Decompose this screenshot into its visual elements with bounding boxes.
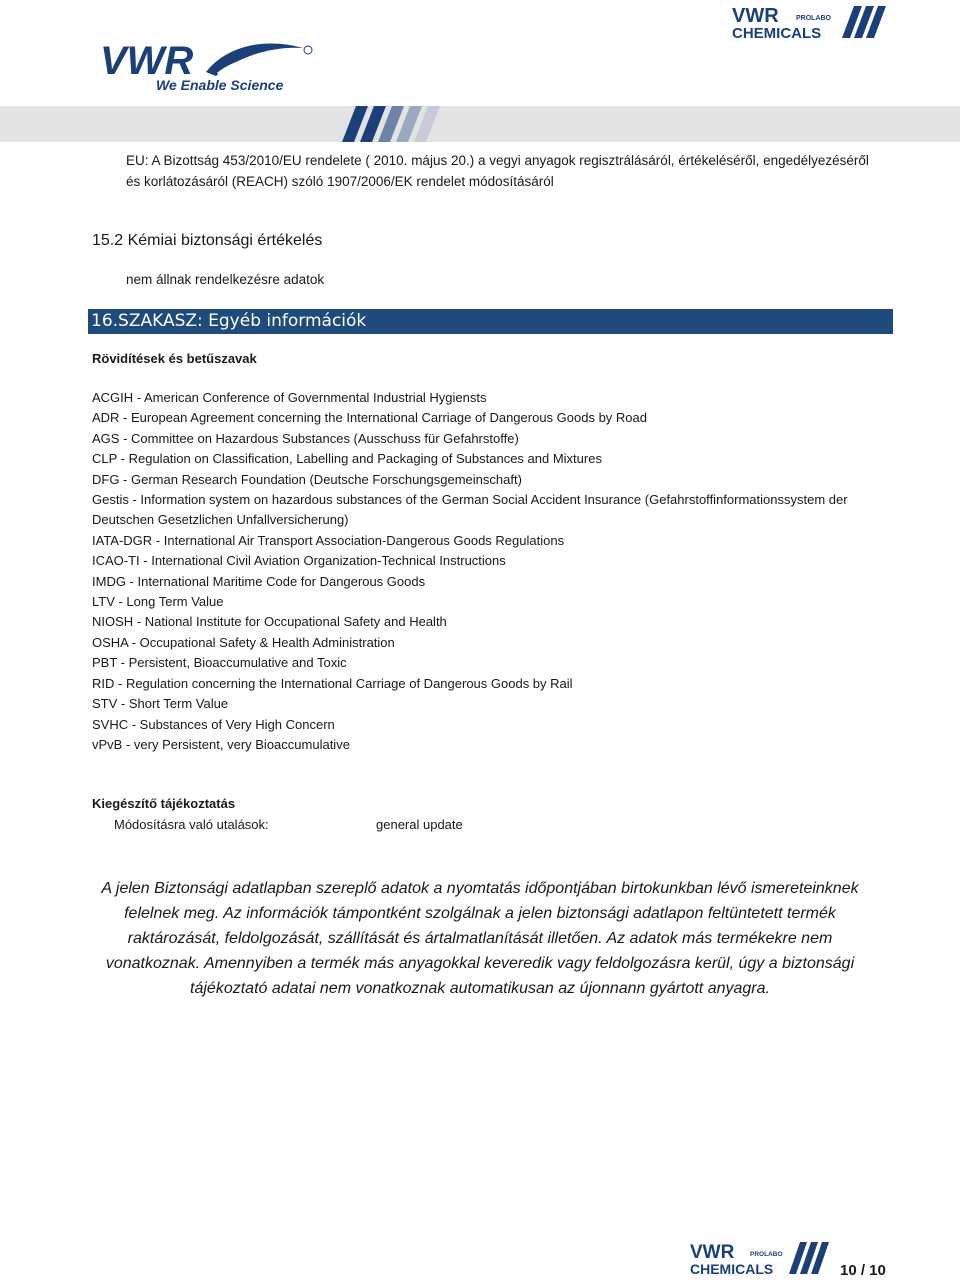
abbreviation-item: RID - Regulation concerning the International Carriage of Dangerous Goods by Rail [92, 675, 573, 691]
abbreviations-list [92, 388, 882, 755]
supplementary-heading: Kiegészítő tájékoztatás [92, 796, 236, 811]
header-band [0, 106, 960, 142]
svg-text:VWR: VWR [690, 1242, 735, 1263]
abbreviations-heading: Rövidítések és betűszavak [92, 351, 257, 366]
abbreviation-item: NIOSH - National Institute for Occupational Safety and Health [92, 614, 447, 630]
section-15-2-heading: 15.2 Kémiai biztonsági értékelés [92, 232, 323, 249]
abbreviation-item: DFG - German Research Foundation (Deutsche Forschungsgemeinschaft) [92, 471, 522, 487]
abbreviation-item: OSHA - Occupational Safety & Health Administration [92, 634, 395, 650]
abbreviation-item: IATA-DGR - International Air Transport Association-Dangerous Goods Regulations [92, 532, 565, 548]
modification-label: Módosításra való utalások: [114, 817, 269, 832]
vwr-logo-text: VWR [100, 39, 194, 83]
section-15-2-text: nem állnak rendelkezésre adatok [126, 272, 325, 287]
vwr-logo-tagline: We Enable Science [156, 77, 284, 93]
vwr-chemicals-logo [732, 4, 892, 40]
svg-text:VWR: VWR [732, 5, 779, 27]
disclaimer-text: A jelen Biztonsági adatlapban szereplő adatok a nyomtatás időpontjában birtokunkban lévő ismereteinknek felelnek meg. Az információk támpontként szolgálnak a jelen biztonsági adatlapon feltüntetett termék raktározását, feldolgozását, szállítását és ártalmatlanítását illetően. Az adatok más termékekre nem vonatkoznak. Amennyiben a termék más anyagokkal keveredik vagy feldolgozásra kerül, úgy a biztonsági tájékoztató adatai nem vonatkoznak automatikusan az újonnann gyártott anyagra. [101, 880, 859, 997]
modification-value: general update [376, 817, 463, 832]
abbreviation-item: LTV - Long Term Value [92, 594, 224, 610]
page-number: 10 / 10 [840, 1262, 886, 1279]
abbreviation-item: PBT - Persistent, Bioaccumulative and Toxic [92, 655, 347, 671]
section-16-title: 16.SZAKASZ: Egyéb információk [88, 309, 893, 334]
abbreviation-item: ICAO-TI - International Civil Aviation Organization-Technical Instructions [92, 553, 506, 569]
abbreviation-item: ADR - European Agreement concerning the International Carriage of Dangerous Goods by Road [92, 410, 647, 426]
svg-text:PROLABO: PROLABO [796, 15, 831, 22]
abbreviation-item: STV - Short Term Value [92, 696, 229, 712]
abbreviation-item: vPvB - very Persistent, very Bioaccumulative [92, 736, 350, 752]
regulation-text: EU: A Bizottság 453/2010/EU rendelete ( 2010. május 20.) a vegyi anyagok regisztrálásáról, értékeléséről, engedélyezéséről és korlátozásáról (REACH) szóló 1907/2006/EK rendelet módosításáról [126, 153, 869, 189]
abbreviation-item: CLP - Regulation on Classification, Labelling and Packaging of Substances and Mixtures [92, 451, 602, 467]
abbreviation-item: Gestis - Information system on hazardous substances of the German Social Accident Insurance (Gefahrstoffinformationssystem der Deutschen Gesetzlichen Unfallversicherung) [92, 492, 848, 528]
vwr-logo [98, 36, 318, 96]
abbreviation-item: AGS - Committee on Hazardous Substances (Ausschuss für Gefahrstoffe) [92, 430, 519, 446]
abbreviation-item: ACGIH - American Conference of Governmental Industrial Hygiensts [92, 390, 487, 405]
svg-text:CHEMICALS: CHEMICALS [690, 1261, 774, 1276]
abbreviation-item: SVHC - Substances of Very High Concern [92, 716, 335, 732]
svg-text:PROLABO: PROLABO [750, 1251, 783, 1258]
footer-vwr-chemicals-logo [690, 1240, 835, 1276]
abbreviation-item: IMDG - International Maritime Code for Dangerous Goods [92, 573, 426, 589]
svg-text:CHEMICALS: CHEMICALS [732, 25, 822, 40]
